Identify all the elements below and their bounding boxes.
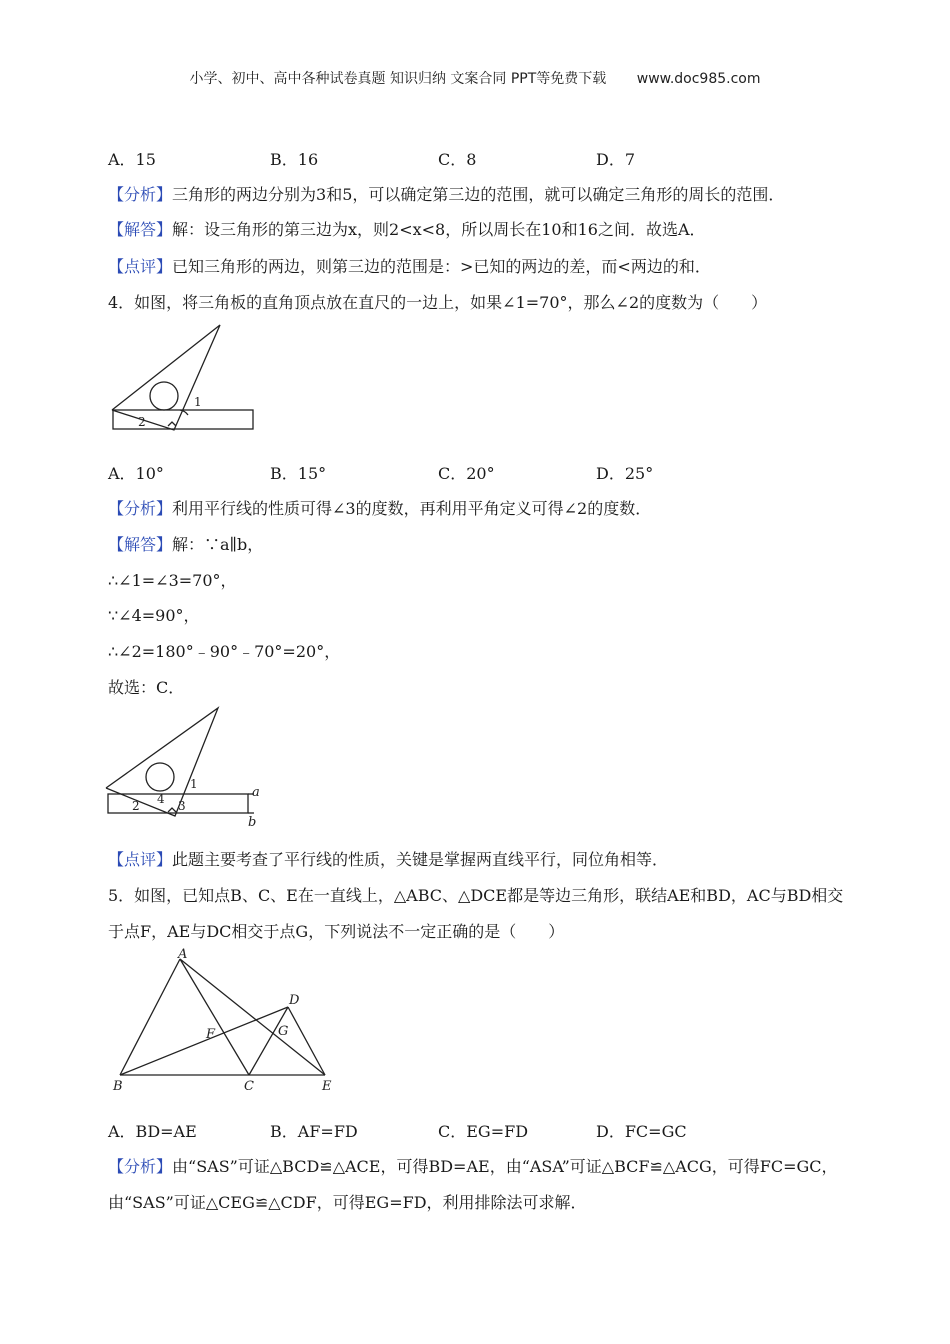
- q4-option-b: B．15°: [270, 464, 327, 483]
- q4-option-d: D．25°: [596, 464, 654, 483]
- right-angle-mark: [168, 808, 176, 812]
- set-square: [112, 325, 220, 430]
- segment-ae: [180, 959, 325, 1075]
- q3-comment: [108, 254, 711, 277]
- point-label-c: C: [244, 1079, 254, 1094]
- q5-option-d: D．FC=GC: [596, 1122, 687, 1141]
- page-header: [0, 68, 950, 88]
- q4-option-a: A．10°: [108, 464, 164, 483]
- answer-text: 解：∵a∥b，: [172, 535, 264, 554]
- q5-stem-line-2: 于点F，AE与DC相交于点G，下列说法不一定正确的是（ ）: [108, 922, 565, 941]
- q4-step-2: ∵∠4=90°，: [108, 606, 200, 625]
- q5-option-b: B．AF=FD: [270, 1122, 358, 1141]
- analysis-text: 三角形的两边分别为3和5，可以确定第三边的范围，就可以确定三角形的周长的范围．: [172, 185, 785, 204]
- q4-step-3: ∴∠2=180°﹣90°﹣70°=20°，: [108, 642, 341, 661]
- q4-analysis: [108, 496, 651, 519]
- point-label-g: G: [278, 1024, 289, 1039]
- right-angle-mark: [168, 422, 176, 426]
- point-label-b: B: [113, 1079, 123, 1094]
- angle-label-1: 1: [190, 777, 198, 791]
- line-label-a: a: [252, 785, 260, 800]
- analysis-text: 由“SAS”可证△BCD≌△ACE，可得BD=AE，由“ASA”可证△BCF≌△ACG，可得FC=GC，: [172, 1157, 838, 1176]
- angle-label-4: 4: [157, 792, 165, 806]
- segment-ac: [180, 959, 249, 1075]
- q3-option-c: C．8: [438, 150, 477, 169]
- segment-bd: [120, 1007, 288, 1075]
- point-label-f: F: [206, 1027, 216, 1042]
- analysis-tag: 【分析】: [108, 1157, 173, 1176]
- angle-label-3: 3: [178, 799, 186, 813]
- analysis-tag: 【分析】: [108, 185, 173, 204]
- q4-figure-1: [108, 320, 268, 438]
- analysis-tag: 【分析】: [108, 499, 173, 518]
- ruler: [113, 410, 253, 429]
- q4-options: [108, 461, 868, 483]
- comment-text: 此题主要考查了平行线的性质，关键是掌握两直线平行，同位角相等．: [172, 850, 669, 869]
- header-site: www.doc985.com: [636, 71, 761, 87]
- q4-answer: [108, 532, 263, 555]
- answer-text: 解：设三角形的第三边为x，则2<x<8，所以周长在10和16之间．故选A．: [172, 220, 706, 239]
- comment-tag: 【点评】: [108, 257, 173, 276]
- segment-ab: [120, 959, 180, 1075]
- q3-option-d: D．7: [596, 150, 636, 169]
- q4-step-1: ∴∠1=∠3=70°，: [108, 571, 237, 590]
- angle-label-2: 2: [138, 415, 146, 429]
- q5-stem-line-1: 5．如图，已知点B、C、E在一直线上，△ABC、△DCE都是等边三角形，联结AE和BD，AC与BD相交: [108, 886, 844, 905]
- q3-answer: [108, 217, 706, 240]
- point-label-a: A: [178, 948, 188, 962]
- q5-option-c: C．EG=FD: [438, 1122, 529, 1141]
- answer-tag: 【解答】: [108, 535, 173, 554]
- q3-option-a: A．15: [108, 150, 156, 169]
- q3-analysis: [108, 182, 784, 205]
- q4-figure-2: [102, 704, 272, 829]
- answer-tag: 【解答】: [108, 220, 173, 239]
- point-label-e: E: [322, 1079, 332, 1094]
- angle-label-1: 1: [194, 395, 202, 409]
- q3-options: [108, 147, 868, 169]
- angle-label-2: 2: [132, 799, 140, 813]
- q4-stem: 4．如图，将三角板的直角顶点放在直尺的一边上，如果∠1=70°，那么∠2的度数为（ ）: [108, 293, 768, 312]
- comment-tag: 【点评】: [108, 850, 173, 869]
- q4-comment: [108, 847, 668, 870]
- q5-options: [108, 1119, 868, 1141]
- set-square-hole: [150, 382, 178, 410]
- q3-option-b: B．16: [270, 150, 319, 169]
- q4-step-4: 故选：C．: [108, 678, 185, 697]
- segment-de: [288, 1007, 325, 1075]
- analysis-text: 利用平行线的性质可得∠3的度数，再利用平角定义可得∠2的度数．: [172, 499, 652, 518]
- q5-figure: [106, 948, 346, 1098]
- q5-analysis-line-1: [108, 1154, 838, 1177]
- q5-analysis-line-2: 由“SAS”可证△CEG≌△CDF，可得EG=FD，利用排除法可求解．: [108, 1193, 587, 1212]
- q4-option-c: C．20°: [438, 464, 495, 483]
- point-label-d: D: [289, 993, 300, 1008]
- set-square-hole: [146, 763, 174, 791]
- q5-option-a: A．BD=AE: [108, 1122, 197, 1141]
- comment-text: 已知三角形的两边，则第三边的范围是：>已知的两边的差，而<两边的和．: [172, 257, 711, 276]
- line-label-b: b: [248, 815, 257, 829]
- header-text: 小学、初中、高中各种试卷真题 知识归纳 文案合同 PPT等免费下载: [189, 71, 607, 87]
